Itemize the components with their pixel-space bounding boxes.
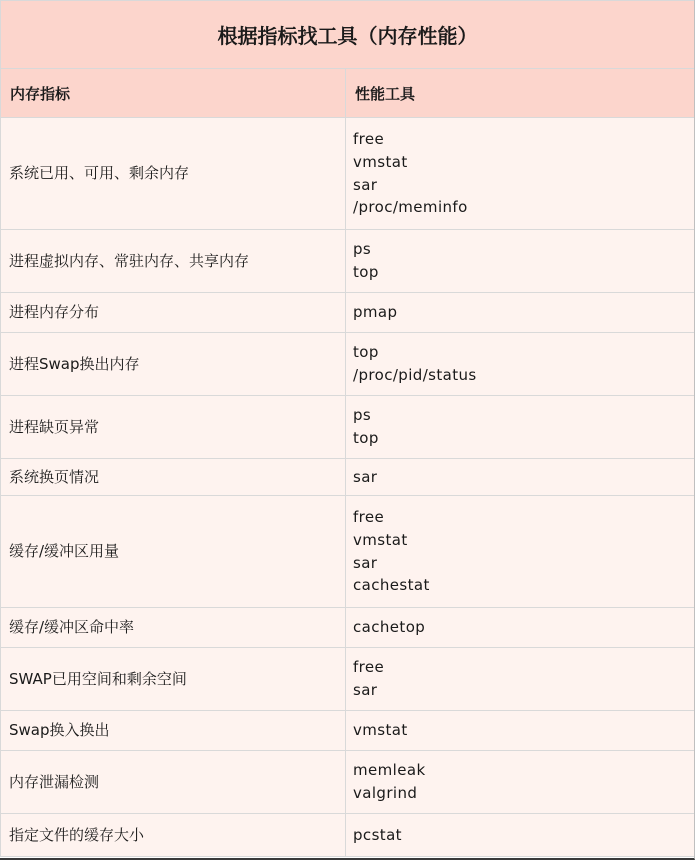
metric-cell: 系统换页情况 [1, 459, 346, 496]
table-row [1, 396, 695, 459]
metric-cell: 缓存/缓冲区命中率 [1, 608, 346, 648]
table-title: 根据指标找工具（内存性能） [1, 1, 695, 69]
metric-cell: 内存泄漏检测 [1, 751, 346, 814]
table-row [1, 333, 695, 396]
table-row [1, 496, 695, 608]
tool-name: free [353, 508, 385, 527]
tool-name: ps [353, 240, 372, 259]
metric-cell: Swap换入换出 [1, 711, 346, 751]
tool-name: top [353, 429, 379, 447]
tools-cell [346, 608, 695, 648]
metric-cell: SWAP已用空间和剩余空间 [1, 648, 346, 711]
tools-cell [346, 814, 695, 857]
table-row [1, 608, 695, 648]
tool-name: cachestat [353, 576, 430, 595]
tool-name: vmstat [353, 530, 408, 549]
tool-name: pmap [353, 303, 398, 322]
tool-name: /proc/pid/status [353, 366, 477, 384]
tool-name: valgrind [353, 784, 418, 802]
tool-name: free [353, 658, 385, 677]
metric-cell: 进程缺页异常 [1, 396, 346, 459]
tools-cell [346, 751, 695, 814]
tools-cell [346, 648, 695, 711]
table-row [1, 814, 695, 857]
title-row [1, 1, 695, 69]
tools-cell [346, 496, 695, 608]
table-row [1, 230, 695, 293]
tool-name: sar [353, 175, 378, 194]
tool-name: /proc/meminfo [353, 198, 468, 217]
tool-name: sar [353, 467, 378, 486]
header-metric: 内存指标 [1, 69, 346, 118]
metric-cell: 缓存/缓冲区用量 [1, 496, 346, 608]
tool-name: ps [353, 406, 372, 425]
tool-name: top [353, 263, 379, 281]
tool-name: top [353, 343, 379, 362]
metric-cell: 进程Swap换出内存 [1, 333, 346, 396]
table-body [1, 118, 695, 857]
tools-cell [346, 396, 695, 459]
metric-cell: 指定文件的缓存大小 [1, 814, 346, 857]
tool-name: free [353, 130, 385, 149]
tools-cell [346, 118, 695, 230]
metric-cell: 系统已用、可用、剩余内存 [1, 118, 346, 230]
tools-cell [346, 333, 695, 396]
table-row [1, 648, 695, 711]
table-row [1, 459, 695, 496]
tool-name: cachetop [353, 618, 426, 637]
metric-cell: 进程虚拟内存、常驻内存、共享内存 [1, 230, 346, 293]
header-row [1, 69, 695, 118]
tool-name: pcstat [353, 825, 402, 844]
tool-name: vmstat [353, 152, 408, 171]
tool-name: vmstat [353, 721, 408, 740]
header-tools: 性能工具 [346, 69, 695, 118]
tools-cell [346, 459, 695, 496]
tools-cell [346, 230, 695, 293]
tool-name: sar [353, 681, 378, 699]
tools-cell [346, 293, 695, 333]
metric-cell: 进程内存分布 [1, 293, 346, 333]
tools-cell [346, 711, 695, 751]
tool-name: memleak [353, 761, 426, 780]
table-row [1, 118, 695, 230]
table-row [1, 293, 695, 333]
table-row [1, 711, 695, 751]
tool-name: sar [353, 553, 378, 572]
table-row [1, 751, 695, 814]
